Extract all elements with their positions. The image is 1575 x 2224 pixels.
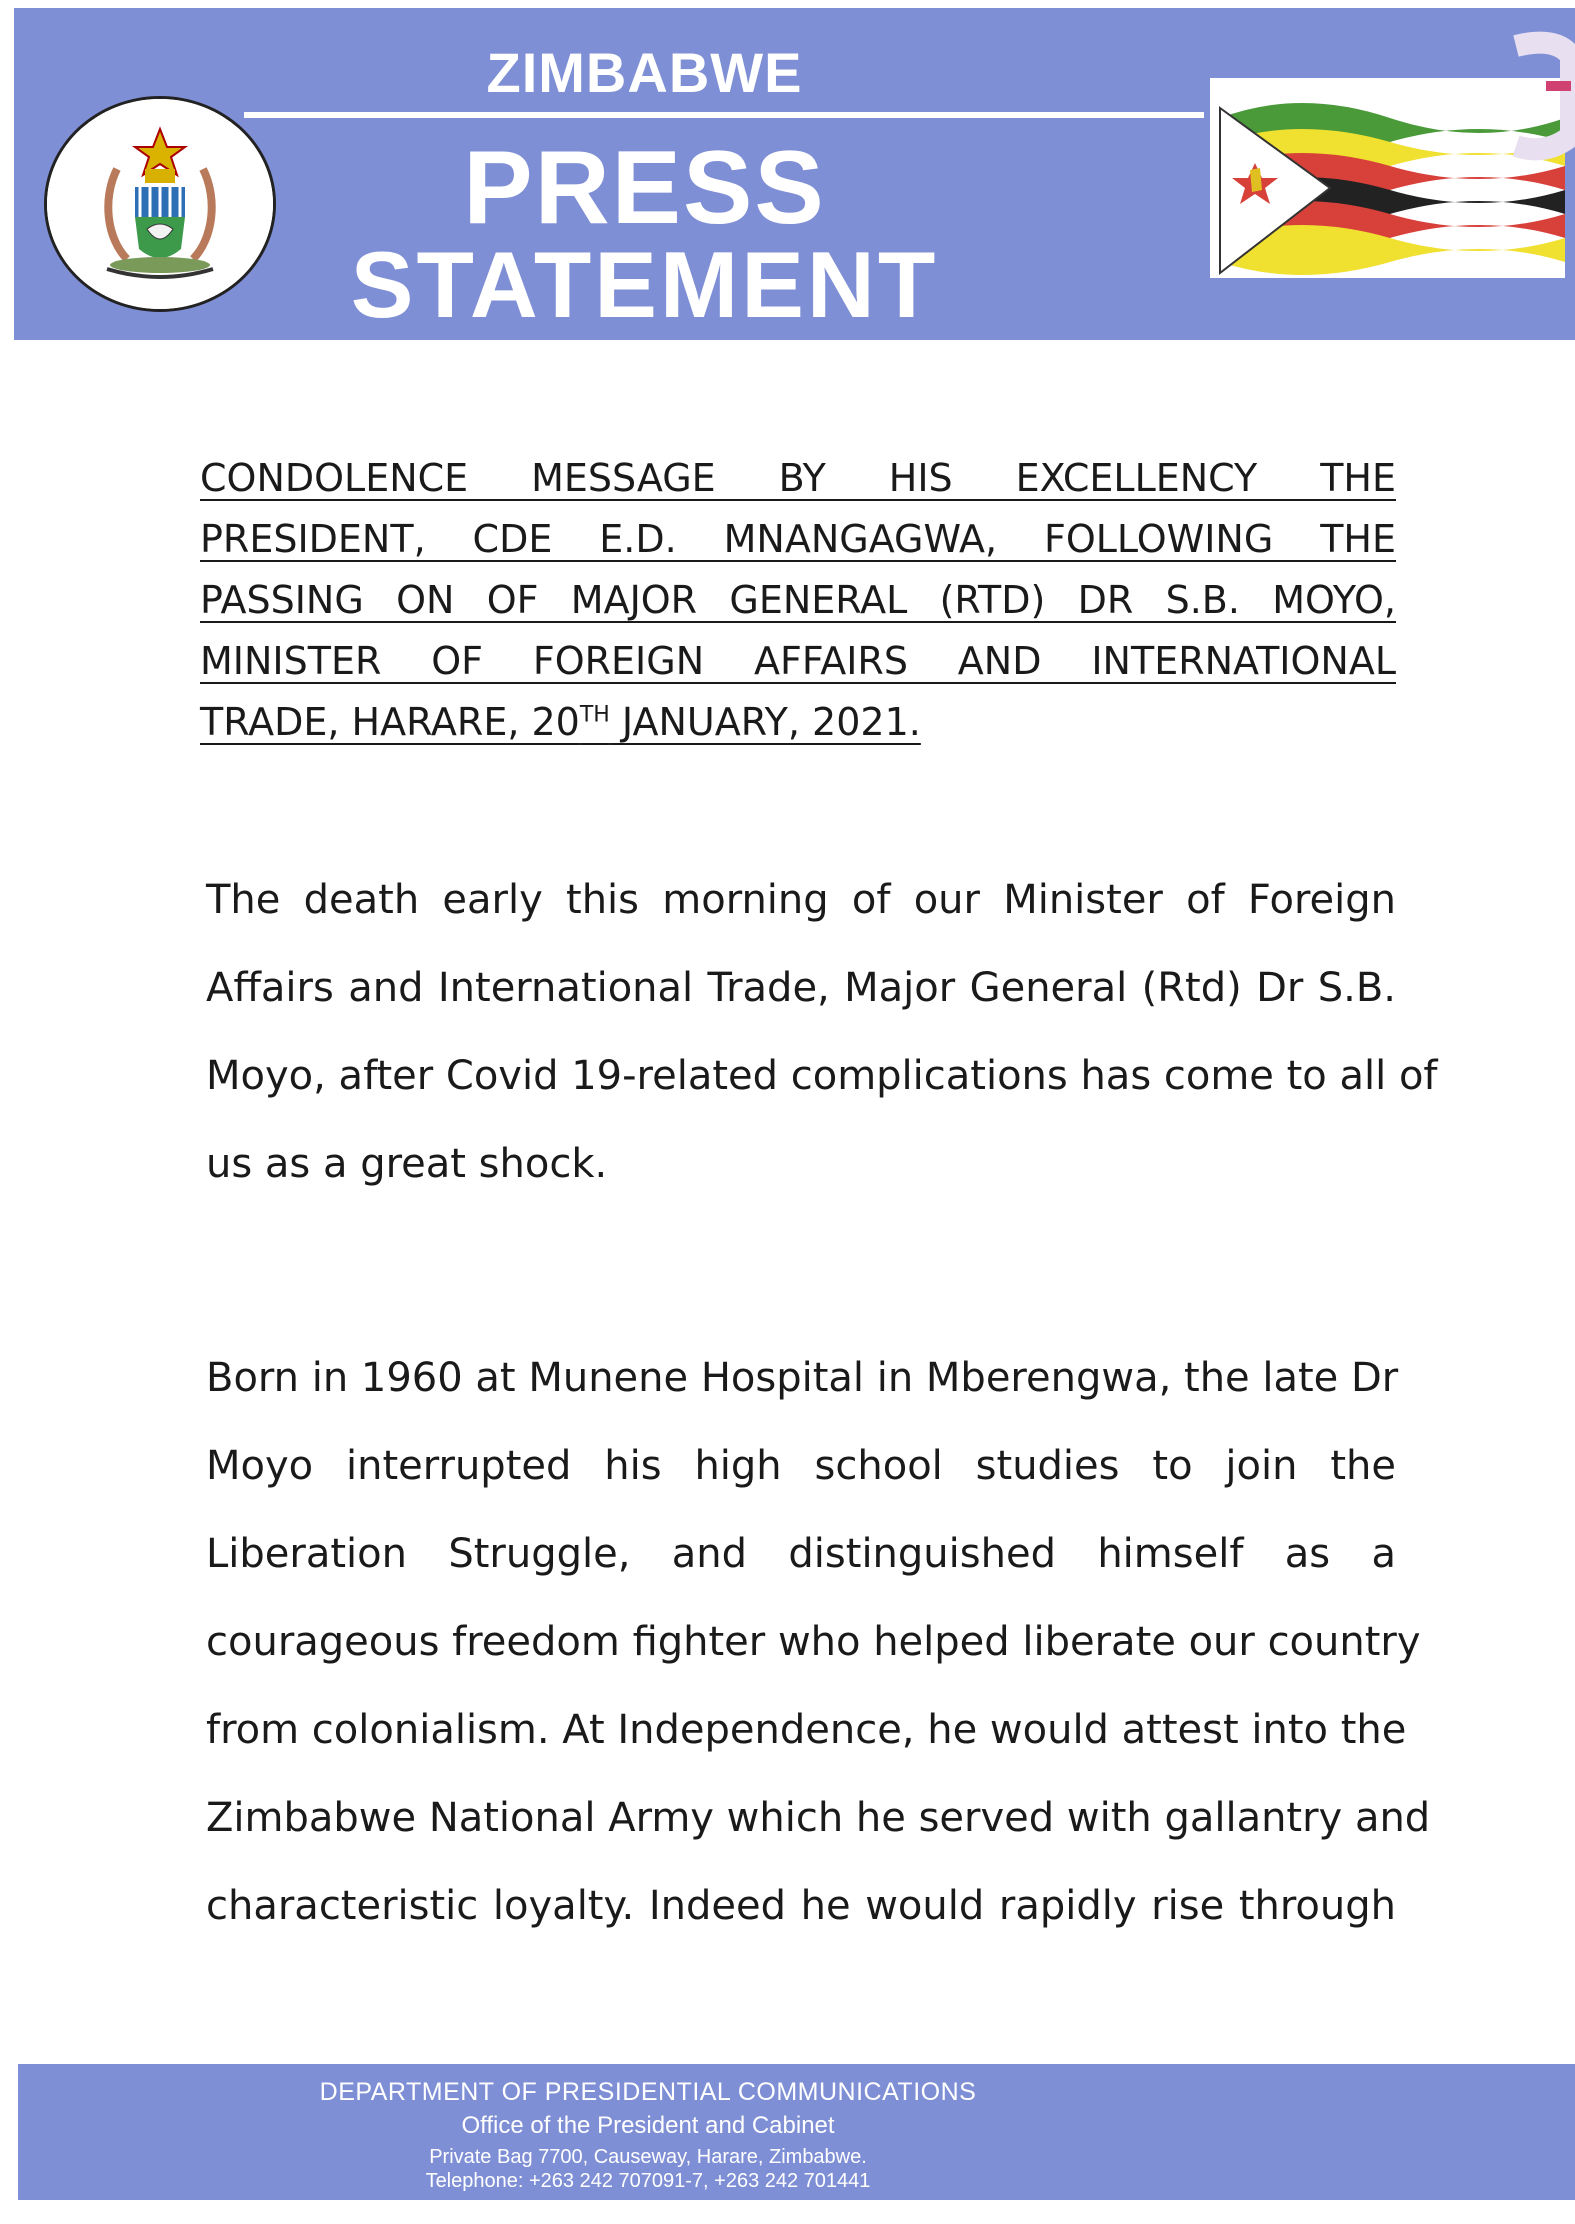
title-date-prefix: TRADE, HARARE, 20 <box>200 700 580 744</box>
paragraph-line: Zimbabwe National Army which he served with gallantry and <box>206 1795 1431 1841</box>
paragraph-line: Liberation Struggle, and distinguished himself as a <box>206 1531 1396 1577</box>
title-line-date <box>200 692 1396 753</box>
footer-banner <box>18 2064 1575 2200</box>
paragraph-line: Moyo, after Covid 19-related complications has come to all of <box>206 1053 1438 1099</box>
paragraph-line: characteristic loyalty. Indeed he would rapidly rise through <box>206 1883 1396 1929</box>
paragraph-2 <box>206 1334 1431 1950</box>
title-date-suffix: JANUARY, 2021. <box>609 700 921 744</box>
paragraph-1 <box>206 856 1438 1208</box>
paragraph-line: courageous freedom fighter who helped liberate our country <box>206 1619 1421 1665</box>
title-line: CONDOLENCE MESSAGE BY HIS EXCELLENCY THE <box>200 456 1396 500</box>
footer-office: Office of the President and Cabinet <box>461 2112 835 2139</box>
paragraph-line: Born in 1960 at Munene Hospital in Mberengwa, the late Dr <box>206 1355 1399 1401</box>
footer-address: Private Bag 7700, Causeway, Harare, Zimbabwe. <box>429 2146 867 2168</box>
title-date-ordinal: TH <box>579 702 610 728</box>
title-line: PASSING ON OF MAJOR GENERAL (RTD) DR S.B. MOYO, <box>200 578 1396 622</box>
press-header-banner <box>14 8 1575 340</box>
statement-heading: STATEMENT <box>350 232 939 337</box>
paragraph-line: Moyo interrupted his high school studies to join the <box>206 1443 1396 1489</box>
country-heading: ZIMBABWE <box>486 41 803 104</box>
paragraph-line: from colonialism. At Independence, he would attest into the <box>206 1707 1407 1753</box>
press-heading: PRESS <box>463 130 826 246</box>
title-line: MINISTER OF FOREIGN AFFAIRS AND INTERNATIONAL <box>200 639 1396 683</box>
statement-title <box>200 448 1396 753</box>
footer-department: DEPARTMENT OF PRESIDENTIAL COMMUNICATIONS <box>319 2078 977 2106</box>
paragraph-line: The death early this morning of our Minister of Foreign <box>206 877 1396 923</box>
corner-watermark-logo <box>1476 26 1575 166</box>
paragraph-line: us as a great shock. <box>206 1141 608 1187</box>
header-divider <box>244 112 1204 118</box>
title-line: PRESIDENT, CDE E.D. MNANGAGWA, FOLLOWING THE <box>200 517 1396 561</box>
paragraph-line: Affairs and International Trade, Major General (Rtd) Dr S.B. <box>206 965 1396 1011</box>
footer-telephone: Telephone: +263 242 707091-7, +263 242 701441 <box>425 2170 871 2192</box>
